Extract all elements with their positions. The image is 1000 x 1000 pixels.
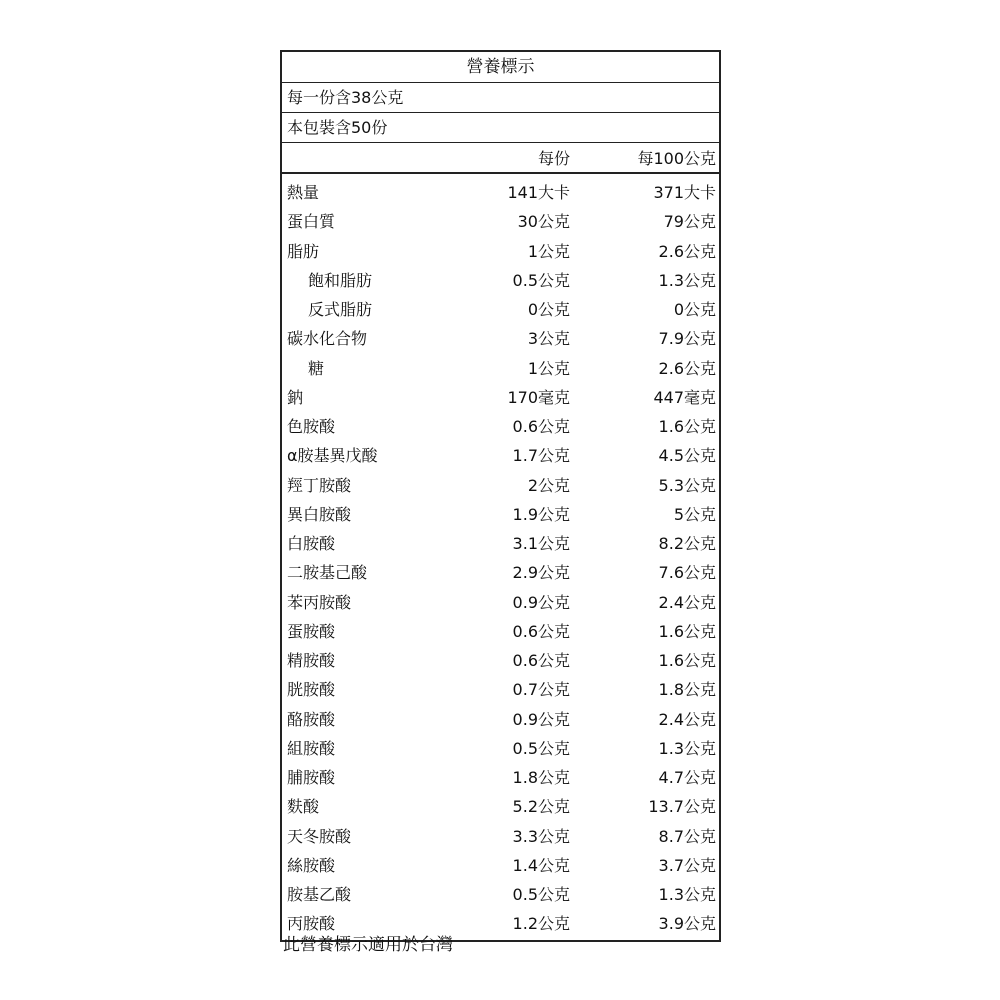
value-per-serving: 1.2公克 [512,914,570,934]
value-per-100g: 3.9公克 [658,914,716,934]
nutrient-name: 蛋胺酸 [287,621,336,641]
value-per-100g: 1.6公克 [658,651,716,671]
value-per-serving: 5.2公克 [512,797,570,817]
value-per-100g: 1.3公克 [658,738,716,758]
nutrient-row [282,674,719,703]
value-per-100g: 2.6公克 [658,241,716,261]
nutrient-row [282,704,719,733]
value-per-serving: 3.3公克 [512,826,570,846]
nutrient-name: 蛋白質 [287,212,336,232]
nutrient-name: 脂肪 [287,241,320,261]
nutrient-name: 色胺酸 [287,417,336,437]
value-per-100g: 1.6公克 [658,417,716,437]
nutrient-name: 麩酸 [287,797,320,817]
nutrient-row [282,762,719,791]
serving-size: 每一份含38公克 [282,83,719,113]
nutrient-name: 胱胺酸 [287,680,336,700]
value-per-100g: 1.3公克 [658,270,716,290]
value-per-serving: 1公克 [527,241,570,261]
value-per-100g: 5.3公克 [658,475,716,495]
nutrient-name: 胺基乙酸 [287,885,352,905]
value-per-100g: 4.5公克 [658,446,716,466]
value-per-serving: 0.7公克 [512,680,570,700]
nutrient-row [282,323,719,352]
nutrient-row [282,733,719,762]
value-per-100g: 2.6公克 [658,358,716,378]
nutrient-name: 羥丁胺酸 [287,475,352,495]
nutrient-name: 丙胺酸 [287,914,336,934]
value-per-100g: 13.7公克 [648,797,716,817]
nutrient-name: 反式脂肪 [308,300,373,320]
value-per-100g: 4.7公克 [658,768,716,788]
value-per-100g: 5公克 [673,504,716,524]
value-per-100g: 447毫克 [653,387,716,407]
nutrient-row [282,236,719,265]
value-per-serving: 0.5公克 [512,270,570,290]
value-per-serving: 0公克 [527,300,570,320]
nutrient-row [282,850,719,879]
nutrient-row [282,616,719,645]
nutrient-row [282,294,719,323]
column-header-row [282,143,719,174]
label-title: 營養標示 [282,52,719,83]
nutrient-row [282,206,719,235]
value-per-serving: 0.5公克 [512,885,570,905]
value-per-serving: 0.5公克 [512,738,570,758]
value-per-serving: 1.8公克 [512,768,570,788]
value-per-serving: 0.6公克 [512,651,570,671]
value-per-serving: 1.4公克 [512,855,570,875]
nutrient-name: 苯丙胺酸 [287,592,352,612]
value-per-serving: 0.6公克 [512,417,570,437]
nutrient-row [282,353,719,382]
value-per-100g: 1.8公克 [658,680,716,700]
value-per-serving: 1.9公克 [512,504,570,524]
nutrient-rows [282,174,719,940]
value-per-serving: 0.9公克 [512,709,570,729]
nutrient-name: 精胺酸 [287,651,336,671]
nutrient-row [282,791,719,820]
value-per-serving: 1公克 [527,358,570,378]
servings-per-package: 本包裝含50份 [282,113,719,143]
value-per-serving: 2.9公克 [512,563,570,583]
nutrition-label [280,50,721,942]
nutrient-row [282,470,719,499]
value-per-serving: 0.6公克 [512,621,570,641]
nutrient-name: 組胺酸 [287,738,336,758]
nutrient-row [282,265,719,294]
value-per-100g: 2.4公克 [658,592,716,612]
nutrient-row [282,177,719,206]
value-per-serving: 30公克 [517,212,570,232]
nutrient-name: 天冬胺酸 [287,826,352,846]
value-per-100g: 1.6公克 [658,621,716,641]
nutrient-row [282,528,719,557]
footnote: 此營養標示適用於台灣 [283,935,453,955]
nutrient-row [282,411,719,440]
value-per-100g: 8.7公克 [658,826,716,846]
nutrient-name: α胺基異戊酸 [287,446,378,466]
nutrient-row [282,440,719,469]
nutrient-name: 脯胺酸 [287,768,336,788]
value-per-serving: 2公克 [527,475,570,495]
value-per-100g: 8.2公克 [658,534,716,554]
nutrient-row [282,382,719,411]
nutrient-name: 白胺酸 [287,534,336,554]
value-per-serving: 1.7公克 [512,446,570,466]
value-per-serving: 141大卡 [507,183,570,203]
value-per-100g: 79公克 [663,212,716,232]
nutrient-name: 糖 [308,358,325,378]
nutrient-name: 異白胺酸 [287,504,352,524]
nutrient-row [282,879,719,908]
value-per-serving: 0.9公克 [512,592,570,612]
value-per-100g: 2.4公克 [658,709,716,729]
value-per-100g: 3.7公克 [658,855,716,875]
column-header-per-serving: 每份 [537,149,570,168]
nutrient-row [282,587,719,616]
nutrient-row [282,499,719,528]
nutrient-row [282,645,719,674]
value-per-100g: 7.9公克 [658,329,716,349]
value-per-100g: 371大卡 [653,183,716,203]
column-header-per-100g: 每100公克 [637,149,716,168]
nutrient-name: 鈉 [287,387,304,407]
nutrient-name: 絲胺酸 [287,855,336,875]
value-per-serving: 170毫克 [507,387,570,407]
nutrient-name: 熱量 [287,183,320,203]
value-per-100g: 1.3公克 [658,885,716,905]
nutrient-name: 二胺基己酸 [287,563,368,583]
nutrient-row [282,821,719,850]
value-per-serving: 3公克 [527,329,570,349]
nutrient-name: 碳水化合物 [287,329,368,349]
value-per-100g: 0公克 [673,300,716,320]
nutrient-name: 飽和脂肪 [308,270,373,290]
value-per-100g: 7.6公克 [658,563,716,583]
value-per-serving: 3.1公克 [512,534,570,554]
nutrient-row [282,557,719,586]
nutrient-name: 酪胺酸 [287,709,336,729]
